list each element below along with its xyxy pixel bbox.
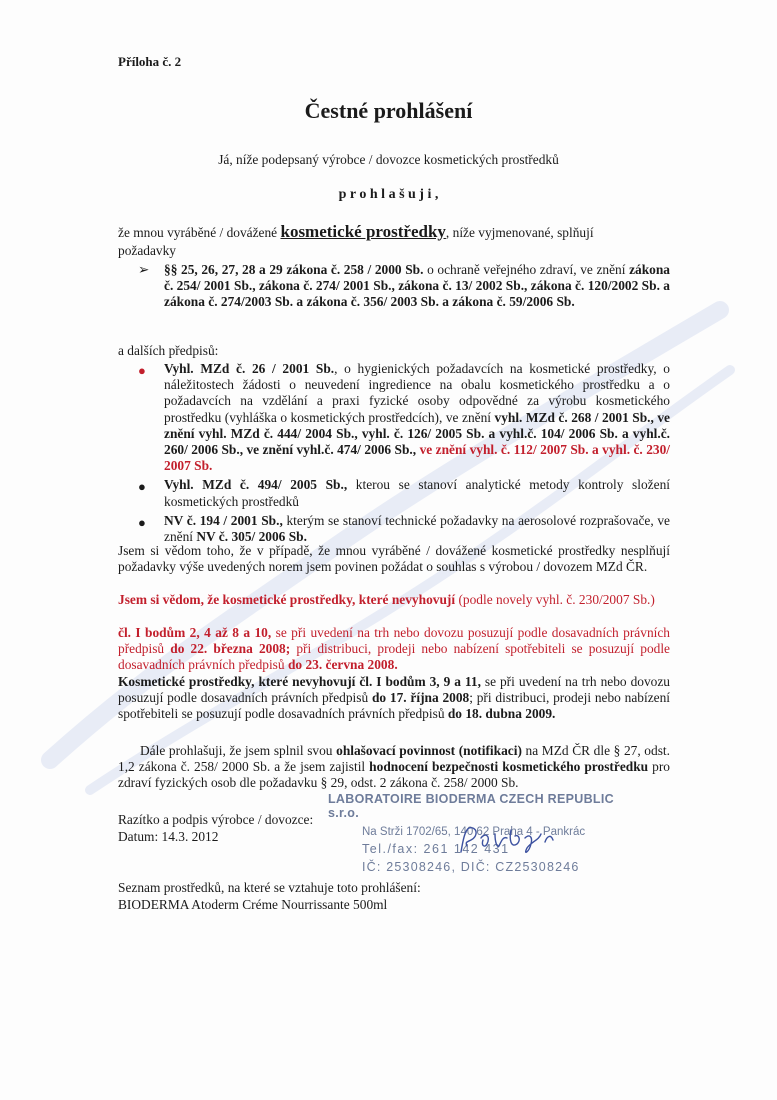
law-item-bold: §§ 25, 26, 27, 28 a 29 zákona č. 258 / 2000 Sb.	[164, 262, 424, 277]
second-notice-date1: do 17. října 2008	[371, 690, 470, 706]
final-declaration-safety: hodnocení bezpečnosti kosmetického prostředku	[369, 759, 649, 775]
law-item-amendments: zákona č. 254/ 2001 Sb., zákona č. 274/ 2001 Sb., zákona č. 13/ 2002 Sb., zákona č. 120/2002 Sb. a zákona č. 274/2003 Sb. a zákona č. 356/ 2003 Sb. a zákona č. 59/2006 Sb.	[164, 262, 670, 310]
signature-date: Datum: 14.3. 2012	[118, 829, 219, 844]
red-notice-2-date2: do 23. června 2008.	[287, 657, 398, 673]
intro-line-start: že mnou vyráběné / dovážené	[118, 225, 278, 240]
bullet-dot-icon: ●	[138, 514, 146, 530]
red-notice-2-plain: se při uvedení na trh nebo dovozu posuzují podle dosavadních právních předpisů	[118, 625, 670, 657]
rule-3-bold: NV č. 194 / 2001 Sb.,	[164, 512, 283, 528]
product-term: kosmetické prostředky	[280, 222, 446, 241]
rule-1-red: ve znění vyhl. č. 112/ 2007 Sb. a vyhl. č. 230/ 2007 Sb.	[164, 442, 670, 474]
rule-3-amendment: NV č. 305/ 2006 Sb.	[196, 529, 307, 545]
rule-1-bold: Vyhl. MZd č. 26 / 2001 Sb.	[164, 361, 335, 376]
awareness-paragraph: Jsem si vědom toho, že v případě, že mnou vyráběné / dovážené kosmetické prostředky nesplňují požadavky výše uvedených norem jsem povinen požádat o souhlas s výrobou / dovozem MZd ČR.	[118, 543, 670, 575]
stamp-ids: IČ: 25308246, DIČ: CZ25308246	[362, 860, 580, 874]
final-declaration-c: na MZd ČR dle § 27, odst. 1,2 zákona č. 258/ 2000 Sb. a že jsem zajistil	[118, 743, 670, 775]
final-declaration	[118, 743, 670, 792]
red-notice-2-date1: do 22. března 2008;	[170, 641, 291, 657]
list-item	[138, 361, 671, 474]
final-declaration-e: pro zdraví fyzických osob dle požadavku § 29, odst. 2 zákona č. 258/ 2000 Sb.	[118, 759, 670, 791]
rule-3-text: kterým se stanoví technické požadavky na aerosolové rozprašovače, ve znění	[164, 512, 671, 545]
red-notice-2	[118, 625, 670, 674]
red-notice-1	[118, 592, 670, 608]
second-notice-plain2: ; při distribuci, prodeji nebo nabízení spotřebiteli se posuzují podle dosavadních právních předpisů	[118, 690, 670, 722]
bullet-dot-icon: ●	[138, 363, 146, 378]
stamp-company: LABORATOIRE BIODERMA CZECH REPUBLIC s.r.o.	[328, 792, 614, 820]
bullet-dot-icon: ●	[138, 479, 146, 495]
second-notice	[118, 674, 670, 723]
intro-line-end: , níže vyjmenované, splňují	[445, 225, 594, 240]
red-notice-1-plain: (podle novely vyhl. č. 230/2007 Sb.)	[455, 592, 655, 607]
final-declaration-notification: ohlašovací povinnost (notifikaci)	[336, 743, 522, 758]
second-notice-bold: Kosmetické prostředky, které nevyhovují čl. I bodům 3, 9 a 11,	[118, 674, 481, 689]
other-rules-heading: a dalších předpisů:	[118, 343, 219, 358]
stamp-address: Na Strži 1702/65, 140 62 Praha 4 - Pankrác	[362, 826, 586, 838]
arrow-bullet-icon: ➢	[138, 262, 150, 277]
rule-1-text: , o hygienických požadavcích na kosmetické prostředky, o náležitostech žádosti o neuvedení ingredience na obalu kosmetického prostředku a o požadavcích na vzdělání a praxi fyzické osoby odpovědné za výrobu kosmetického prostředku (vyhláška o kosmetických prostředcích), ve znění	[164, 361, 671, 425]
rule-2-text: kterou se stanoví analytické metody kontroly složení kosmetických prostředků	[164, 477, 670, 509]
final-declaration-a: Dále prohlašuji, že jsem splnil svou	[140, 743, 337, 758]
list-item	[138, 477, 670, 509]
signature-label: Razítko a podpis výrobce / dovozce:	[118, 812, 314, 827]
list-item	[138, 512, 671, 545]
other-rules-list	[138, 361, 671, 545]
rule-1-amendments: vyhl. MZd č. 268 / 2001 Sb., ve znění vyhl. MZd č. 444/ 2004 Sb., vyhl. č. 126/ 2005 Sb. a vyhl.č. 104/ 2006 Sb. a vyhl.č. 260/ 2006 Sb., ve znění vyhl.č. 474/ 2006 Sb.,	[164, 409, 670, 458]
intro-line-2: požadavky	[118, 243, 177, 258]
red-notice-2-bold: čl. I bodům 2, 4 až 8 a 10,	[118, 625, 272, 640]
red-notice-1-bold: Jsem si vědom, že kosmetické prostředky, které nevyhovují	[118, 592, 456, 607]
intro-line	[118, 224, 668, 241]
second-notice-plain: se při uvedení na trh nebo dovozu posuzují podle dosavadních právních předpisů	[118, 674, 670, 706]
products-heading: Seznam prostředků, na které se vztahuje toto prohlášení:	[118, 880, 421, 895]
signatory-line: Já, níže podepsaný výrobce / dovozce kosmetických prostředků	[218, 152, 559, 167]
rule-2-bold: Vyhl. MZd č. 494/ 2005 Sb.,	[164, 477, 348, 493]
red-notice-2-plain2: při distribuci, prodeji nebo nabízení spotřebiteli se posuzují podle dosavadních právních předpisů	[118, 641, 670, 673]
product-item: BIODERMA Atoderm Créme Nourrissante 500ml	[118, 897, 388, 912]
law-item-plain: o ochraně veřejného zdraví, ve znění	[423, 262, 626, 277]
stamp-phone: Tel./fax: 261 142 431	[362, 842, 510, 856]
document-title: Čestné prohlášení	[304, 98, 473, 123]
attachment-label: Příloha č. 2	[118, 54, 182, 69]
declare-heading: p r o h l a š u j i ,	[338, 187, 439, 202]
handwritten-signature	[455, 822, 575, 862]
second-notice-date2: do 18. dubna 2009.	[447, 706, 556, 722]
law-item	[138, 262, 670, 311]
